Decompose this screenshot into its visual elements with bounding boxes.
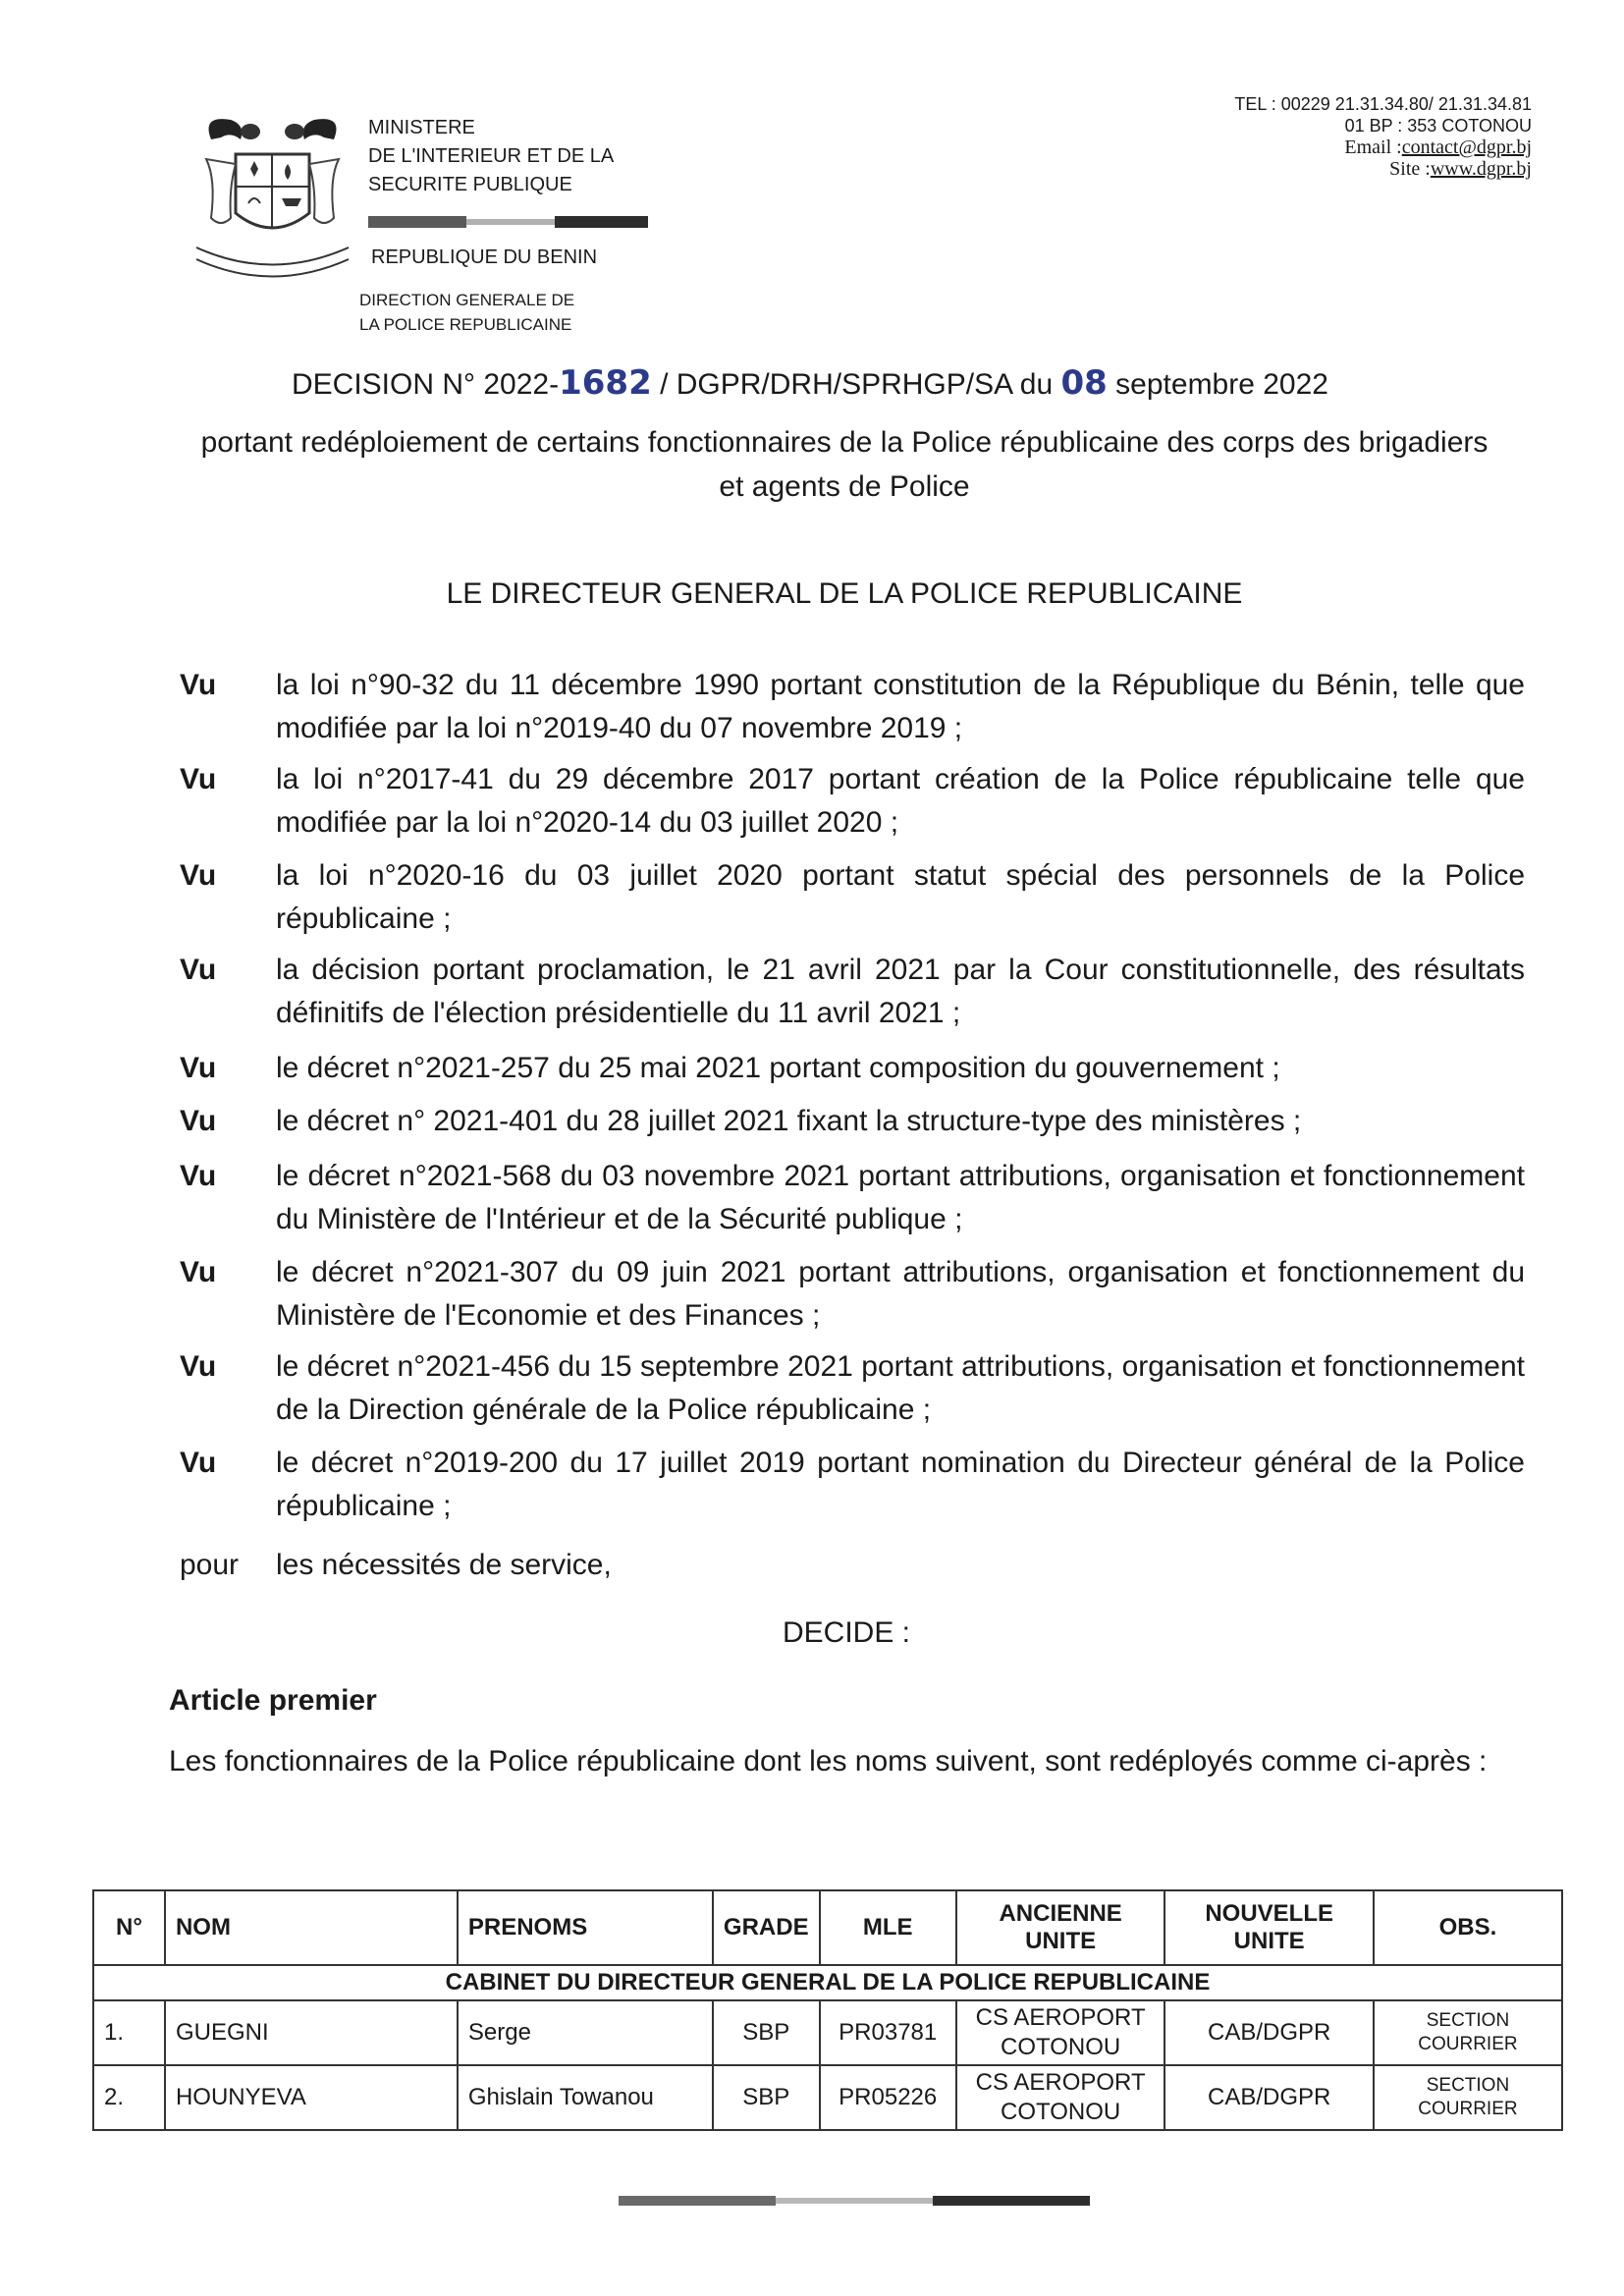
visa-item <box>180 1544 1525 1587</box>
visa-keyword: Vu <box>180 1052 217 1084</box>
visa-keyword: Vu <box>180 763 217 795</box>
header-mle: MLE <box>820 1890 956 1965</box>
visa-item <box>180 1251 1525 1338</box>
visa-keyword: Vu <box>180 1350 217 1383</box>
header-prenoms: PRENOMS <box>458 1890 713 1965</box>
visa-keyword: Vu <box>180 954 217 986</box>
ministry-line: SECURITE PUBLIQUE <box>368 174 572 195</box>
visa-item <box>180 664 1525 750</box>
visa-item <box>180 1047 1525 1090</box>
cell-num: 1. <box>93 2000 165 2065</box>
visa-keyword: Vu <box>180 1256 217 1288</box>
flag-bar-mid <box>466 219 555 225</box>
visa-text: la loi n°2017-41 du 29 décembre 2017 portant création de la Police républicaine telle que modifiée par la loi n°2020-14 du 03 juillet 2020 ; <box>276 763 1525 839</box>
cell-nom: GUEGNI <box>165 2000 458 2065</box>
visa-text: le décret n° 2021-401 du 28 juillet 2021 fixant la structure-type des ministères ; <box>276 1105 1302 1137</box>
email-label: Email : <box>1344 137 1402 158</box>
header-nouvelle-line: UNITE <box>1233 1928 1305 1954</box>
visa-text: le décret n°2021-257 du 25 mai 2021 portant composition du gouvernement ; <box>276 1052 1280 1084</box>
decision-title <box>292 363 1328 403</box>
decision-number-handwritten: 1682 <box>559 363 652 403</box>
decision-prefix: DECISION N° 2022- <box>292 368 560 401</box>
visa-item <box>180 949 1525 1035</box>
cell-line: SECTION <box>1426 2075 1510 2096</box>
coat-of-arms-emblem <box>191 110 353 287</box>
cell-grade: SBP <box>713 2065 820 2130</box>
direction-line: DIRECTION GENERALE DE <box>359 291 575 309</box>
ministry-line: DE L'INTERIEUR ET DE LA <box>368 145 615 167</box>
contact-site <box>1234 158 1532 180</box>
visa-keyword: Vu <box>180 1105 217 1137</box>
flag-bar-right <box>555 216 648 228</box>
visa-text: le décret n°2019-200 du 17 juillet 2019 portant nomination du Directeur général de la Police républicaine ; <box>276 1447 1525 1522</box>
footer-bar-left <box>619 2196 776 2206</box>
cell-obs <box>1374 2000 1562 2065</box>
visa-keyword: Vu <box>180 859 217 892</box>
visa-text: la décision portant proclamation, le 21 avril 2021 par la Cour constitutionnelle, des résultats définitifs de l'élection présidentielle du 11 avril 2021 ; <box>276 954 1525 1029</box>
site-label: Site : <box>1389 158 1431 180</box>
cell-line: CS AEROPORT <box>975 2004 1146 2031</box>
header-ancienne-line: ANCIENNE <box>999 1900 1122 1927</box>
visa-item <box>180 1100 1525 1143</box>
visa-keyword: pour <box>180 1549 240 1581</box>
flag-bar-left <box>368 216 466 228</box>
cell-line: COURRIER <box>1418 2034 1518 2054</box>
visa-item <box>180 1155 1525 1241</box>
footer-bar-mid <box>776 2198 933 2204</box>
visa-text: la loi n°90-32 du 11 décembre 1990 portant constitution de la République du Bénin, telle que modifiée par la loi n°2019-40 du 07 novembre 2019 ; <box>276 669 1525 744</box>
table-section-row <box>93 1965 1562 2000</box>
authority-heading: LE DIRECTEUR GENERAL DE LA POLICE REPUBLICAINE <box>446 577 1243 610</box>
visa-keyword: Vu <box>180 669 217 701</box>
contact-tel: TEL : 00229 21.31.34.80/ 21.31.34.81 <box>1234 94 1532 114</box>
cell-mle: PR05226 <box>820 2065 956 2130</box>
header-nouvelle-unite <box>1164 1890 1373 1965</box>
ministry-name <box>368 114 614 199</box>
section-label: CABINET DU DIRECTEUR GENERAL DE LA POLICE REPUBLICAINE <box>93 1965 1562 2000</box>
email-link[interactable]: contact@dgpr.bj <box>1401 137 1532 158</box>
contact-block <box>1234 93 1532 180</box>
table-header-row <box>93 1890 1562 1965</box>
header-obs: OBS. <box>1374 1890 1562 1965</box>
cell-line: COTONOU <box>1001 2034 1121 2060</box>
header-nouvelle-line: NOUVELLE <box>1205 1900 1333 1927</box>
visa-text: les nécessités de service, <box>276 1549 612 1581</box>
contact-email <box>1234 137 1532 158</box>
table-row <box>93 2065 1562 2130</box>
decision-day-handwritten: 08 <box>1060 363 1108 403</box>
header-ancienne-line: UNITE <box>1025 1928 1097 1954</box>
site-link[interactable]: www.dgpr.bj <box>1430 158 1532 180</box>
emblem-icon <box>191 110 353 287</box>
header-nom: NOM <box>165 1890 458 1965</box>
redeployment-table <box>92 1889 1563 2131</box>
cell-obs <box>1374 2065 1562 2130</box>
decision-reference: / DGPR/DRH/SPRHGP/SA du <box>651 368 1061 401</box>
cell-ancienne-unite <box>956 2000 1165 2065</box>
table-row <box>93 2000 1562 2065</box>
cell-line: CS AEROPORT <box>975 2069 1146 2096</box>
visa-item <box>180 1442 1525 1528</box>
header-grade: GRADE <box>713 1890 820 1965</box>
direction-name <box>359 288 574 337</box>
cell-line: COURRIER <box>1418 2099 1518 2119</box>
republic-name: REPUBLIQUE DU BENIN <box>371 246 598 268</box>
cell-prenoms: Ghislain Towanou <box>458 2065 713 2130</box>
cell-grade: SBP <box>713 2000 820 2065</box>
direction-line: LA POLICE REPUBLICAINE <box>359 315 572 334</box>
article-title: Article premier <box>169 1684 377 1717</box>
visa-text: le décret n°2021-456 du 15 septembre 2021 portant attributions, organisation et fonctionnement de la Direction générale de la Police républicaine ; <box>276 1350 1525 1426</box>
ministry-line: MINISTERE <box>368 117 475 138</box>
visa-item <box>180 854 1525 941</box>
cell-ancienne-unite <box>956 2065 1165 2130</box>
cell-mle: PR03781 <box>820 2000 956 2065</box>
decide-heading: DECIDE : <box>783 1616 911 1649</box>
cell-line: COTONOU <box>1001 2099 1121 2125</box>
header-ancienne-unite <box>956 1890 1165 1965</box>
cell-nouvelle-unite: CAB/DGPR <box>1164 2000 1373 2065</box>
visa-item <box>180 758 1525 845</box>
visa-keyword: Vu <box>180 1160 217 1192</box>
visa-text: la loi n°2020-16 du 03 juillet 2020 portant statut spécial des personnels de la Police républicaine ; <box>276 859 1525 935</box>
visa-text: le décret n°2021-568 du 03 novembre 2021 portant attributions, organisation et fonctionnement du Ministère de l'Intérieur et de la Sécurité publique ; <box>276 1160 1525 1235</box>
cell-nouvelle-unite: CAB/DGPR <box>1164 2065 1373 2130</box>
decision-month-year: septembre 2022 <box>1107 368 1328 401</box>
decision-subtitle: portant redéploiement de certains fonctionnaires de la Police républicaine des corps des brigadiers et agents de Police <box>200 426 1489 503</box>
visa-keyword: Vu <box>180 1447 217 1479</box>
header-num: N° <box>93 1890 165 1965</box>
cell-prenoms: Serge <box>458 2000 713 2065</box>
visa-item <box>180 1345 1525 1432</box>
visa-text: le décret n°2021-307 du 09 juin 2021 portant attributions, organisation et fonctionnement du Ministère de l'Economie et des Finances ; <box>276 1256 1525 1332</box>
article-text: Les fonctionnaires de la Police républicaine dont les noms suivent, sont redéployés comme ci-après : <box>169 1745 1488 1777</box>
cell-num: 2. <box>93 2065 165 2130</box>
contact-bp: 01 BP : 353 COTONOU <box>1344 116 1532 136</box>
cell-nom: HOUNYEVA <box>165 2065 458 2130</box>
cell-line: SECTION <box>1426 2010 1510 2031</box>
footer-bar-right <box>933 2196 1090 2206</box>
